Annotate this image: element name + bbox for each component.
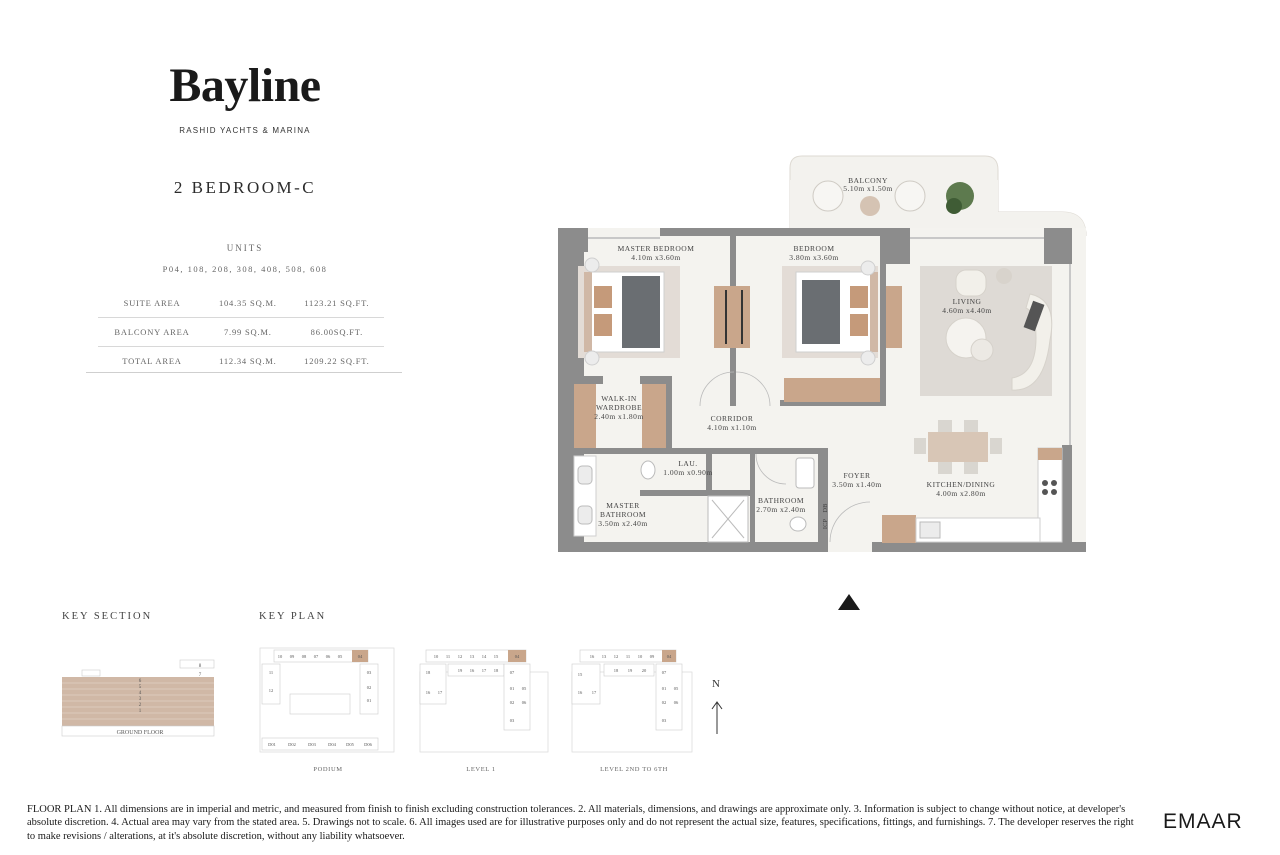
svg-text:04: 04 [357,654,363,659]
balcony-plant2 [946,198,962,214]
room-foyer-dim: 3.50m x1.40m [832,480,882,489]
area-sqm: 104.35 SQ.M. [206,289,290,318]
wall-living-left [880,264,886,406]
developer-logo: EMAAR [1163,810,1243,833]
svg-text:07: 07 [509,670,515,675]
master-pillow2 [594,314,612,336]
svg-text:03: 03 [661,718,667,723]
kitchen-counter-right [1038,448,1062,542]
svg-text:17: 17 [481,668,487,673]
room-kitchen-name: KITCHEN/DINING [926,480,996,489]
room-living-name: LIVING [952,297,982,306]
svg-text:07: 07 [313,654,319,659]
mbath-basin2 [578,506,592,524]
bedroom-blanket [802,280,840,344]
wall-mbath-bath [640,490,750,496]
room-foyer-name: FOYER [843,471,871,480]
room-master-dim: 4.10m x3.60m [631,253,681,262]
wall-bottom-right [872,542,1086,552]
area-sqm: 7.99 SQ.M. [206,318,290,347]
svg-text:12: 12 [613,654,619,659]
bedroom-headboard [870,272,878,352]
duct-db: DB [822,503,829,513]
svg-text:03: 03 [509,718,515,723]
svg-text:12: 12 [268,688,274,693]
kitchen-fridge [1038,448,1062,460]
wall-bath-right [818,448,828,546]
key-plan-level1 [418,644,552,756]
room-kitchen-dim: 4.00m x2.80m [936,489,986,498]
compass-label: N [712,678,720,690]
svg-text:19: 19 [457,668,463,673]
floor-8: 8 [198,664,202,669]
kitchen-hob3 [1042,489,1048,495]
floor-7: 7 [198,673,202,678]
svg-text:10: 10 [277,654,283,659]
svg-text:D06: D06 [364,742,372,747]
key-plan-podium-label: PODIUM [313,766,343,773]
area-sqft: 86.00SQ.FT. [290,318,384,347]
wall-top-right [880,228,910,264]
bedroom-pillow1 [850,286,868,308]
svg-text:13: 13 [469,654,475,659]
key-plan-level2 [570,644,696,756]
svg-text:05: 05 [521,686,527,691]
bedroom-pillow2 [850,314,868,336]
mbath-basin1 [578,466,592,484]
mbath-toilet [641,461,655,479]
master-nightstand1 [585,258,599,272]
room-bath-name: BATHROOM [757,496,805,505]
wall-foyer-col [882,515,916,543]
dining-table [928,432,988,462]
svg-text:06: 06 [325,654,331,659]
kitchen-sink [920,522,940,538]
wall-bottom [558,542,828,552]
svg-text:05: 05 [337,654,343,659]
bedroom-nightstand2 [861,351,875,365]
svg-text:11: 11 [268,670,274,675]
room-corridor-name: CORRIDOR [710,414,754,423]
dining-chair3 [938,462,952,474]
wall-top-left [558,228,588,252]
dining-chair6 [990,438,1002,454]
unit-title: 2 BEDROOM-C [173,178,317,197]
section-roof2 [82,670,100,676]
key-section-diagram [60,658,220,738]
room-mbath-dim: 3.50m x2.40m [598,519,648,528]
svg-text:07: 07 [661,670,667,675]
units-label: UNITS [226,243,264,253]
living-coffee-table2 [971,339,993,361]
ground-floor-label: GROUND FLOOR [116,730,164,736]
area-row-balcony [98,318,384,347]
living-side-table [996,268,1012,284]
dining-chair2 [964,420,978,432]
svg-text:12: 12 [457,654,463,659]
room-bedroom-dim: 3.80m x3.60m [789,253,839,262]
area-sqm: 112.34 SQ.M. [219,356,277,366]
wall-walkin-right [666,376,672,450]
key-plan-podium [258,644,398,756]
living-armchair [956,270,986,296]
svg-text:D03: D03 [308,742,316,747]
svg-text:18: 18 [613,668,619,673]
svg-text:20: 20 [641,668,647,673]
kitchen-hob2 [1051,480,1057,486]
wall-corner-right [1044,228,1072,264]
units-list: P04, 108, 208, 308, 408, 508, 608 [162,264,328,274]
walkin-shelf-right [642,384,666,448]
wall-mbath-top [573,448,671,454]
dining-chair1 [938,420,952,432]
svg-text:17: 17 [591,690,597,695]
bath-toilet [790,517,806,531]
bedroom-desk [886,286,902,348]
bedroom-nightstand1 [861,261,875,275]
room-walkin-name1: WALK-IN [601,394,637,403]
room-mbath-name1: MASTER [606,501,640,510]
wall-right [1062,445,1072,552]
north-arrow-icon [709,700,725,736]
area-label: TOTAL AREA [122,356,182,366]
svg-text:11: 11 [445,654,451,659]
room-walkin-dim: 2.40m x1.80m [594,412,644,421]
svg-text:19: 19 [627,668,633,673]
room-balcony-name: BALCONY [848,176,888,185]
balcony-chair2 [895,181,925,211]
floor-1: 1 [138,709,142,714]
wall-lau-top [670,448,820,454]
balcony-table [860,196,880,216]
svg-text:03: 03 [366,670,372,675]
bedroom-wardrobe [784,378,880,402]
brand-logo: Bayline [169,59,321,112]
svg-text:10: 10 [433,654,439,659]
balcony-chair1 [813,181,843,211]
svg-text:14: 14 [481,654,487,659]
walkin-shelf-left [574,384,596,448]
room-bath-dim: 2.70m x2.40m [756,505,806,514]
area-sqft: 1209.22 SQ.FT. [304,356,370,366]
svg-text:04: 04 [666,654,672,659]
svg-text:02: 02 [661,700,667,705]
svg-text:01: 01 [509,686,515,691]
svg-text:16: 16 [469,668,475,673]
room-bedroom-name: BEDROOM [793,244,835,253]
svg-text:13: 13 [601,654,607,659]
svg-text:16: 16 [589,654,595,659]
area-sqft: 1123.21 SQ.FT. [290,289,384,318]
svg-text:02: 02 [366,685,372,690]
svg-text:01: 01 [661,686,667,691]
dining-chair4 [964,462,978,474]
svg-text:D02: D02 [288,742,296,747]
room-mbath-name2: BATHROOM [599,510,647,519]
svg-text:15: 15 [493,654,499,659]
kitchen-hob1 [1042,480,1048,486]
disclaimer-text: FLOOR PLAN 1. All dimensions are in imperial and metric, and measured from finish to finish excluding construction tolerances. 2. All materials, dimensions, and drawings are approximate only. 3. Information is subject to change without notice, at developer's absolute discretion. 4. Actual area may vary from the stated area. 5. Drawings not to scale. 6. All images used are for illustrative purposes only and do not represent the actual size, features, specifications, fittings, and furnishings. 7. The developer reserves the right to make revisions / alterations, at it's absolute discretion, without any liability whatsoever. [27,804,1134,842]
entrance-arrow-icon [838,594,860,610]
area-table [98,289,384,375]
dining-chair5 [914,438,926,454]
wall-top-mid [660,228,880,236]
key-plan-level2-label: LEVEL 2ND TO 6TH [600,766,668,773]
svg-text:01: 01 [366,698,372,703]
svg-text:18: 18 [493,668,499,673]
bath-basin [796,458,814,488]
brand-subtitle: RASHID YACHTS & MARINA [179,126,311,135]
room-living-dim: 4.60m x4.40m [942,306,992,315]
room-balcony-dim: 5.10m x1.50m [843,184,893,193]
svg-text:06: 06 [673,700,679,705]
svg-text:D05: D05 [346,742,354,747]
master-nightstand2 [585,351,599,365]
key-plan-level1-label: LEVEL 1 [466,766,496,773]
svg-text:04: 04 [514,654,520,659]
master-headboard [584,272,592,352]
room-corridor-dim: 4.10m x1.10m [707,423,757,432]
svg-text:10: 10 [637,654,643,659]
floor-3: 3 [138,697,142,702]
floor-plan [556,155,1088,555]
floor-5: 5 [138,685,142,690]
key-plan-title: KEY PLAN [259,611,327,622]
room-master-name: MASTER BEDROOM [617,244,695,253]
wall-walkin-top2 [640,376,670,384]
key-section-title: KEY SECTION [62,611,153,622]
area-row-total [98,347,384,376]
svg-text:D04: D04 [328,742,336,747]
area-label: BALCONY AREA [98,318,206,347]
svg-text:09: 09 [649,654,655,659]
svg-text:09: 09 [289,654,295,659]
svg-text:05: 05 [673,686,679,691]
svg-text:06: 06 [521,700,527,705]
svg-text:18: 18 [425,670,431,675]
svg-text:16: 16 [577,690,583,695]
wall-bath-left [750,448,755,546]
floor-4: 4 [138,691,142,696]
floor-6: 6 [138,679,142,684]
master-blanket [622,276,660,348]
section-roof [180,660,214,668]
area-divider [86,372,402,373]
master-tv-unit [714,286,750,348]
svg-text:08: 08 [301,654,307,659]
wall-walkin-top [573,376,603,384]
svg-text:16: 16 [425,690,431,695]
kitchen-hob4 [1051,489,1057,495]
room-lau-name: LAU. [678,459,698,468]
svg-text:11: 11 [625,654,631,659]
floor-2: 2 [138,703,142,708]
room-walkin-name2: WARDROBE [595,403,643,412]
room-lau-dim: 1.00m x0.90m [663,468,713,477]
svg-text:D01: D01 [268,742,276,747]
master-pillow1 [594,286,612,308]
area-row-suite [98,289,384,318]
duct-icp: ICP [822,518,829,530]
svg-text:02: 02 [509,700,515,705]
area-label: SUITE AREA [98,289,206,318]
svg-text:15: 15 [577,672,583,677]
svg-text:17: 17 [437,690,443,695]
